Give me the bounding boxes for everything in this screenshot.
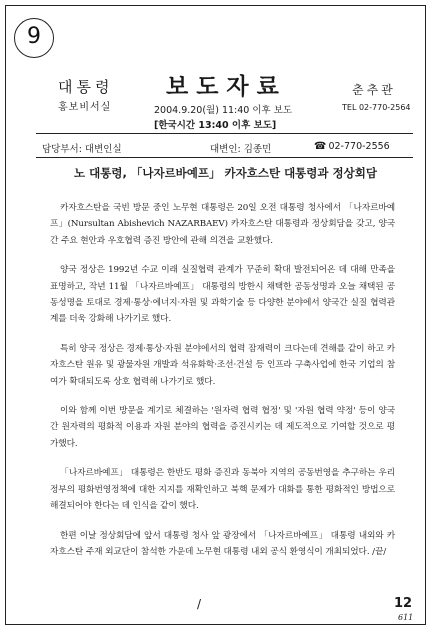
paragraph: 양국 정상은 1992년 수교 이래 실질협력 관계가 꾸준히 확대 발전되어온 데 대해 만족을 표명하고, 작년 11월 「나자르바예프」 대통령의 방한시 채택한 공동성명과 오늘 채택된 공동성명을 토대로 경제·통상·에너지·자원 및 과학기술 등 다양한 분야에서 양국간 실질 협력관계를 더욱 강화해 나가기로 했다. (50, 265, 395, 325)
release-date: 2004.9.20(월) 11:40 이후 보도 (154, 105, 293, 116)
phone-icon: ☎ (314, 141, 327, 152)
headline: 노 대통령, 「나자르바예프」 카자흐스탄 대통령과 정상회담 (74, 166, 377, 180)
contact-telephone (314, 141, 390, 152)
paragraph: 카자흐스탄을 국빈 방문 중인 노무현 대통령은 20일 오전 대통령 청사에서 「나자르바예프」(Nursultan Abishevich NAZARBAEV) 카자흐스탄 대통령과 정상회담을 갖고, 양국간 주요 현안과 우호협력 증진 방안에 관해 의견을 교환했다. (50, 203, 395, 246)
circled-number-mark: 9 (14, 18, 54, 58)
page-number: 12 (394, 596, 413, 611)
paragraph: 이와 함께 이번 방문을 계기로 체결하는 '원자력 협력 협정' 및 '자원 협력 약정' 등이 양국간 원자력의 평화적 이용과 자원 분야의 협력을 증진시키는 데 제도적으로 기여할 것으로 평가했다. (50, 406, 395, 449)
footer-mark: / (197, 597, 202, 611)
body-text (50, 200, 395, 573)
contact-row (36, 141, 413, 155)
document-title: 보도자료 (166, 74, 287, 100)
header-divider-bottom (36, 157, 413, 158)
contact-telephone-number: 02-770-2556 (328, 141, 390, 152)
paragraph: 한편 이날 정상회담에 앞서 대통령 청사 앞 광장에서 「나자르바예프」 대통령 내외와 카자흐스탄 주재 외교단이 참석한 가운데 노무현 대통령 내외 공식 환영식이 개최되었다. /끝/ (50, 530, 395, 557)
contact-department: 담당부서: 대변인실 (42, 144, 122, 155)
org-name: 대통령 (58, 78, 114, 96)
contact-spokesperson: 대변인: 김종민 (210, 144, 272, 155)
header-divider-top (36, 133, 413, 134)
office-telephone: TEL 02-770-2564 (342, 103, 411, 112)
paragraph: 특히 양국 정상은 경제·통상·자원 분야에서의 협력 잠재력이 크다는데 견해를 같이 하고 카자흐스탄 원유 및 광물자원 개발과 석유화학·조선·건설 등 인프라 구축사업에 한국 기업의 참여가 확대되도록 상호 협력해 나가기로 했다. (50, 343, 395, 387)
org-subtitle: 홍보비서실 (58, 102, 112, 113)
office-name: 춘추관 (352, 83, 396, 97)
paragraph: 「나자르바예프」 대통령은 한반도 평화 증진과 동북아 지역의 공동번영을 추구하는 우리 정부의 평화번영정책에 대한 지지를 재확인하고 북핵 문제가 대화를 통한 평화적인 방법으로 해결되어야 한다는 데 인식을 같이 했다. (50, 468, 395, 512)
archive-number: 611 (398, 613, 414, 622)
korea-time-note: [한국시간 13:40 이후 보도] (154, 120, 277, 131)
